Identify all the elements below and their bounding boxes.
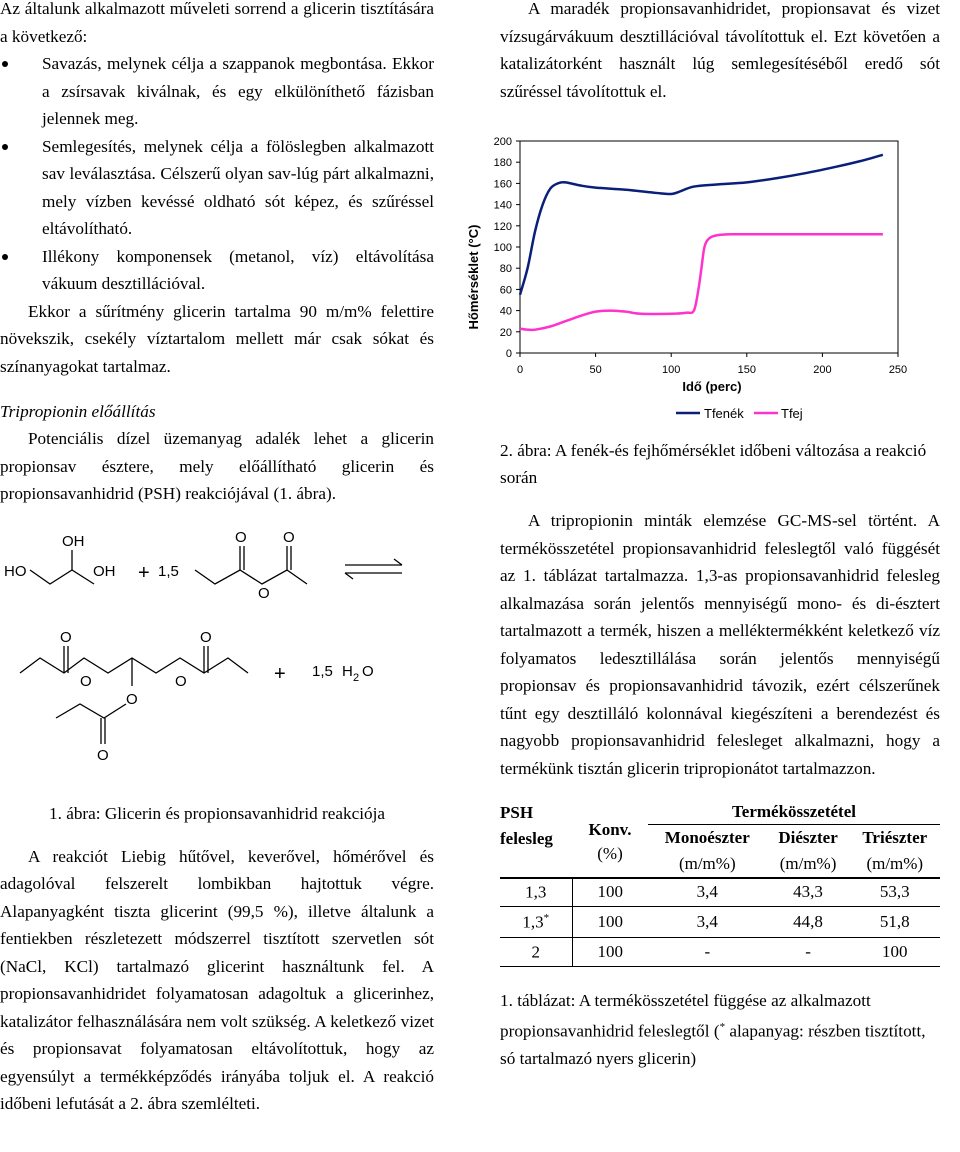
water-o: O (362, 662, 374, 680)
composition-table (500, 800, 940, 967)
legend-label-tfej: Tfej (781, 406, 803, 421)
bullet-icon (2, 61, 8, 67)
y-tick-label: 80 (499, 263, 512, 276)
scheme-plus: + (274, 662, 286, 685)
y-tick-label: 180 (493, 157, 512, 170)
right-column (466, 0, 940, 1072)
scheme-oh-label: OH (62, 532, 85, 550)
list-item: Savazás, melynek célja a szappanok megbontása. Ekkor a zsírsavak kiválnak, és egy elkülöníthető fázisban jelennek meg. (0, 50, 434, 133)
chart-legend (676, 406, 803, 421)
x-tick-label: 250 (888, 364, 908, 376)
purification-steps (0, 50, 434, 298)
scheme-o-label: O (175, 672, 187, 690)
table-header-tri: Triészter (m/m%) (862, 827, 928, 873)
table-header-group: Termékösszetétel (648, 800, 940, 824)
procedure-text: A reakciót Liebig hűtővel, keverővel, hőmérővel és adagolóval felszerelt lombikban hajtottuk végre. Alapanyagként tiszta glicerint (99,5 %), illetve általunk a fentiekben részletezett módszerrel tisztított szervetlen sót (NaCl, KCl) tartalmazó glicerint használtunk fel. A propionsavanhidridet folyamatosan adagoltuk a glicerinhez, katalizátor felhasználására nem volt szükség. A keletkező vizet és propionsavat folyamatosan eltávolítottuk, hogy az egyensúlyt a termékképződés irányába toljuk el. A reakció időbeni lefutását a 2. ábra szemlélteti. (0, 846, 434, 1113)
y-tick-label: 140 (493, 199, 512, 212)
y-tick-label: 160 (493, 178, 512, 191)
results-text: A tripropionin minták elemzése GC-MS-sel történt. A termékösszetétel propionsavanhidrid feleslegtől való függését az 1. táblázat tartalmazza. 1,3-as propionsavanhidrid felesleg alkalmazása során jelentős mennyiségű mono- és di-észtert tartalmazott a termék, hiszen a melléktermékként keletkező víz folyamatos ledesztillálása során jelentős mennyiségű propionsav és propionsavanhidrid távozik, ezért célszerűnek tűnt egy desztilláló kolonnával kiegészíteni a berendezést és nagyobb propionsavanhidrid felesleget alkalmazni, hogy a termékünk tisztán glicerin tripropionátot tartalmazzon. (500, 511, 940, 778)
reaction-scheme (0, 528, 434, 788)
x-axis-label: Idő (perc) (682, 379, 742, 394)
y-tick-label: 40 (499, 305, 512, 318)
legend-label-tfenek: Tfenék (704, 406, 744, 421)
scheme-o-label: O (60, 628, 72, 646)
table-1-caption: 1. táblázat: A termékösszetétel függése az alkalmazott propionsavanhidrid feleslegtől (* alapanyag: részben tisztított, só tartalmazó nyers glicerin) (500, 991, 926, 1068)
temperature-chart (468, 127, 908, 427)
series-line-tfej (520, 234, 883, 330)
list-item: Illékony komponensek (metanol, víz) eltávolítása vákuum desztillációval. (0, 243, 434, 298)
synthesis-intro-text: Potenciális dízel üzemanyag adalék lehet a glicerin propionsav észtere, mely előállítható glicerin és propionsavanhidrid (PSH) reakciójával (1. ábra). (0, 429, 434, 503)
table-row: 1,3 100 3,4 43,3 53,3 (500, 878, 940, 907)
y-tick-label: 60 (499, 284, 512, 297)
bullet-icon (2, 254, 8, 260)
list-item: Semlegesítés, melynek célja a fölöslegben alkalmazott sav leválasztása. Célszerű olyan sav-lúg párt alkalmazni, mely vízben kevéssé oldható sót képez, és szűréssel eltávolítható. (0, 133, 434, 243)
intro-text: Az általunk alkalmazott műveleti sorrend a glicerin tisztítására a következő: (0, 0, 434, 46)
y-tick-label: 20 (499, 326, 512, 339)
scheme-o-label: O (200, 628, 212, 646)
x-tick-label: 100 (662, 364, 681, 376)
scheme-o-label: O (283, 528, 295, 546)
table-header-mono: Monoészter (m/m%) (664, 827, 750, 873)
bullet-icon (2, 144, 8, 150)
water-h: H (342, 662, 353, 680)
scheme-o-label: O (235, 528, 247, 546)
x-tick-label: 200 (813, 364, 832, 376)
table-header-psh: PSH felesleg (500, 803, 553, 848)
y-axis-label: Hőmérséklet (°C) (466, 224, 481, 330)
scheme-o-label: O (80, 672, 92, 690)
table-row: 1,3* 100 3,4 44,8 51,8 (500, 907, 940, 938)
section-heading: Tripropionin előállítás (0, 402, 156, 421)
figure-2-caption: 2. ábra: A fenék-és fejhőmérséklet időbeni változása a reakció során (500, 441, 927, 487)
y-tick-label: 120 (493, 220, 512, 233)
scheme-plus: + (138, 561, 150, 584)
x-tick-label: 50 (589, 364, 602, 376)
water-subscript: 2 (353, 671, 360, 684)
plot-area (520, 141, 898, 353)
y-tick-label: 100 (493, 242, 512, 254)
scheme-ho-label: HO (4, 562, 27, 580)
y-tick-label: 200 (493, 136, 512, 148)
y-tick-label: 0 (505, 348, 512, 360)
scheme-coefficient: 1,5 (158, 562, 179, 580)
scheme-o-label: O (126, 690, 138, 708)
figure-1-caption: 1. ábra: Glicerin és propionsavanhidrid reakciója (49, 803, 385, 823)
table-header-konv: Konv. (%) (588, 820, 632, 863)
scheme-coefficient: 1,5 (312, 662, 333, 680)
scheme-oh-label: OH (93, 562, 116, 580)
concentration-text: Ekkor a sűrítmény glicerin tartalma 90 m/m% felettire növekszik, csekély víztartalom mellett már csak sókat és színanyagokat tartalmaz. (0, 301, 434, 376)
table-header-di: Diészter (m/m%) (778, 827, 838, 873)
x-tick-label: 150 (737, 364, 756, 376)
scheme-o-label: O (97, 746, 109, 764)
x-tick-label: 0 (516, 364, 524, 376)
workup-text: A maradék propionsavanhidridet, propionsavat és vizet vízsugárvákuum desztillációval távolítottuk el. Ezt követően a katalizátorként használt lúg semlegesítéséből eredő sót szűréssel távolítottuk el. (500, 0, 940, 101)
table-row: 2 100 - - 100 (500, 938, 940, 967)
scheme-o-label: O (258, 584, 270, 602)
left-column (0, 0, 434, 1118)
